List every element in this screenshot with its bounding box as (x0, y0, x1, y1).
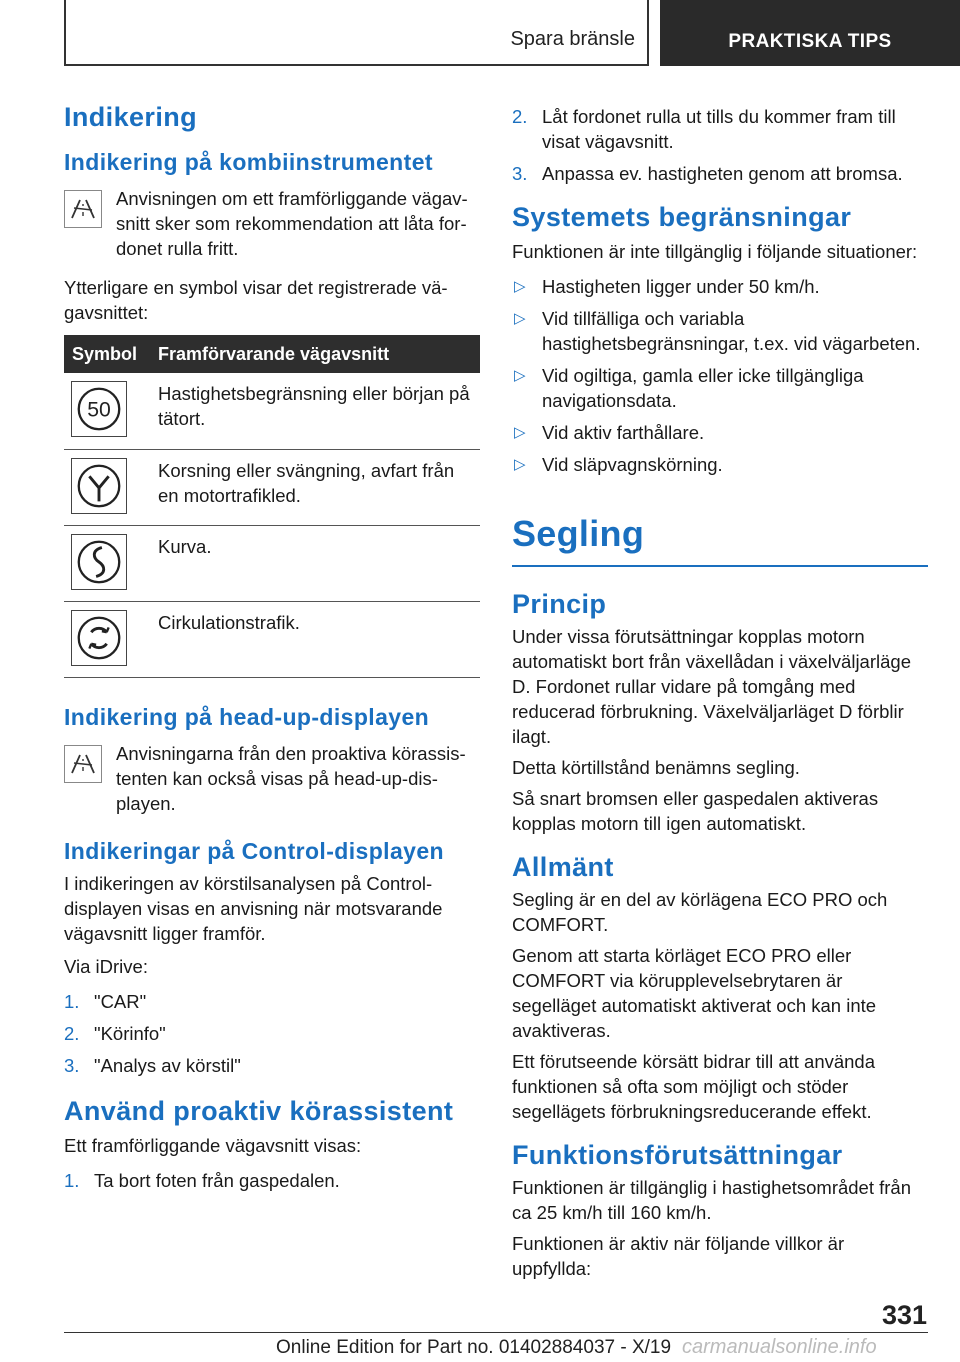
paragraph-allmant-2: Genom att starta körläget ECO PRO eller COMFORT via körupplevelsebrytaren är segelläget automatiskt aktiverat och kan inte avaktiveras. (512, 945, 877, 1041)
page-number: 331 (882, 1300, 928, 1330)
road-hint-icon (64, 745, 102, 783)
list-text: Låt fordonet rulla ut tills du kommer fram till visat vägavsnitt. (542, 106, 896, 152)
heading-segling: Segling (512, 513, 645, 554)
list-text: Vid aktiv farthållare. (542, 422, 705, 443)
triangle-bullet-icon: ▷ (514, 278, 526, 295)
table-cell-text: Hastighetsbegränsning eller början på tätort. (150, 373, 480, 449)
list-item (512, 363, 928, 413)
table-cell-text: Cirkulationstrafik. (150, 601, 480, 677)
watermark: carmanualsonline.info (682, 1336, 877, 1358)
list-text: Hastigheten ligger under 50 km/h. (542, 276, 820, 297)
list-text: Ta bort foten från gaspedalen. (94, 1169, 340, 1191)
paragraph-princip-1: Under vissa förutsättningar kopplas motorn automatiskt bort från växellådan i växelväljarläge D. Fordonet rullar vidare på tomgång med reducerad förbrukning. Växelväljarläget D förblir ilagt. (512, 626, 911, 747)
heading-indikering: Indikering (64, 102, 198, 132)
segling-divider (512, 565, 928, 567)
table-cell-text: Kurva. (150, 525, 480, 601)
table-row (64, 449, 480, 525)
symbol-table (64, 335, 480, 678)
paragraph-princip-2: Detta körtillstånd benämns segling. (512, 757, 800, 778)
list-number: 3. (64, 1054, 80, 1076)
heading-funktionsforutsattningar: Funktionsförutsättningar (512, 1140, 843, 1170)
list-item (512, 452, 928, 477)
list-text: Vid tillfälliga och variabla hastighetsbegränsningar, t.ex. vid vägarbeten. (542, 308, 921, 354)
list-item (512, 161, 928, 186)
triangle-bullet-icon: ▷ (514, 310, 526, 327)
left-column (64, 100, 480, 1200)
paragraph-funk-2: Funktionen är aktiv när följande villkor är uppfyllda: (512, 1233, 845, 1279)
table-row (64, 373, 480, 449)
idrive-steps (64, 989, 480, 1078)
list-number: 1. (64, 990, 80, 1012)
list-item (64, 1053, 480, 1078)
header-chapter-title: PRAKTISKA TIPS (660, 0, 960, 66)
list-text: "Analys av körstil" (94, 1054, 241, 1076)
list-number: 2. (512, 106, 528, 127)
heading-control-display: Indikeringar på Control-displayen (64, 837, 444, 864)
footer-edition: Online Edition for Part no. 01402884037 - X/19 (276, 1337, 672, 1358)
list-text: "CAR" (94, 990, 147, 1012)
table-cell-text: Korsning eller svängning, avfart från en motortrafikled. (150, 449, 480, 525)
triangle-bullet-icon: ▷ (514, 456, 526, 473)
triangle-bullet-icon: ▷ (514, 367, 526, 384)
table-header-row (64, 335, 480, 373)
list-text: Vid ogiltiga, gamla eller icke tillgängliga navigationsdata. (542, 365, 864, 411)
heading-begransningar: Systemets begränsningar (512, 202, 852, 232)
hint-hud (64, 741, 480, 816)
hint-kombi-line3: donet rulla fritt. (116, 238, 239, 259)
list-text: Vid släpvagnskörning. (542, 454, 723, 475)
curve-icon (71, 534, 127, 590)
right-column (512, 100, 928, 1281)
list-number: 3. (512, 163, 528, 184)
hint-hud-line1: Anvisningarna från den proaktiva körassis- (116, 742, 466, 764)
footer-divider (64, 1332, 928, 1333)
table-row (64, 601, 480, 677)
triangle-bullet-icon: ▷ (514, 424, 526, 441)
limitations-list (512, 274, 928, 477)
anvand-steps (64, 1168, 480, 1193)
heading-head-up: Indikering på head-up-displayen (64, 703, 430, 730)
heading-kombiinstrument: Indikering på kombiinstrumentet (64, 149, 433, 175)
heading-princip: Princip (512, 589, 607, 619)
anvand-steps-continued (512, 104, 928, 186)
list-item (64, 1021, 480, 1046)
table-cell-symbol (64, 525, 150, 601)
list-item (64, 1168, 480, 1193)
list-item (64, 989, 480, 1014)
road-hint-icon (64, 190, 102, 228)
heading-anvand: Använd proaktiv körassistent (64, 1095, 454, 1126)
heading-allmant: Allmänt (512, 852, 614, 882)
header-section-title: Spara bränsle (510, 28, 635, 50)
paragraph-via-idrive: Via iDrive: (64, 955, 148, 977)
list-text: "Körinfo" (94, 1022, 166, 1044)
table-row (64, 525, 480, 601)
hint-kombi-line2: snitt sker som rekommendation att låta for- (116, 213, 467, 234)
list-text: Anpassa ev. hastigheten genom att bromsa. (542, 163, 903, 184)
roundabout-icon (71, 610, 127, 666)
list-item (512, 104, 928, 154)
speed-limit-text: 50 (87, 398, 111, 422)
table-cell-symbol (64, 373, 150, 449)
list-item (512, 420, 928, 445)
paragraph-control: I indikeringen av körstilsanalysen på Control-displayen visas en anvisning när motsvarande vägavsnitt ligger framför. (64, 872, 443, 944)
hint-hud-line3: playen. (116, 792, 176, 814)
paragraph-funk-1: Funktionen är tillgänglig i hastighetsområdet från ca 25 km/h till 160 km/h. (512, 1177, 912, 1223)
speed-limit-50-icon (71, 381, 127, 437)
page-header (64, 0, 960, 66)
paragraph-princip-3: Så snart bromsen eller gaspedalen aktiveras kopplas motorn till igen automatiskt. (512, 788, 879, 834)
list-item (512, 306, 928, 356)
paragraph-anvand: Ett framförliggande vägavsnitt visas: (64, 1134, 362, 1156)
list-number: 1. (64, 1169, 80, 1191)
hint-kombi-line1: Anvisningen om ett framförliggande vägav- (116, 188, 468, 209)
list-item (512, 274, 928, 299)
paragraph-begransningar: Funktionen är inte tillgänglig i följande situationer: (512, 241, 918, 262)
paragraph-allmant-3: Ett förutseende körsätt bidrar till att använda funktionen så ofta som möjligt och stöder segellägets förbrukningsreducerande effekt. (512, 1051, 876, 1122)
table-header-symbol: Symbol (64, 335, 150, 373)
hint-hud-line2: tenten kan också visas på head-up-dis- (116, 767, 438, 789)
paragraph-allmant-1: Segling är en del av körlägena ECO PRO och COMFORT. (512, 889, 888, 935)
paragraph-ytterligare: Ytterligare en symbol visar det registrerade vä-gavsnittet: (64, 277, 448, 323)
list-number: 2. (64, 1022, 80, 1044)
table-cell-symbol (64, 601, 150, 677)
intersection-icon (71, 458, 127, 514)
table-cell-symbol (64, 449, 150, 525)
hint-kombi (64, 186, 480, 261)
table-header-description: Framförvarande vägavsnitt (150, 335, 480, 373)
